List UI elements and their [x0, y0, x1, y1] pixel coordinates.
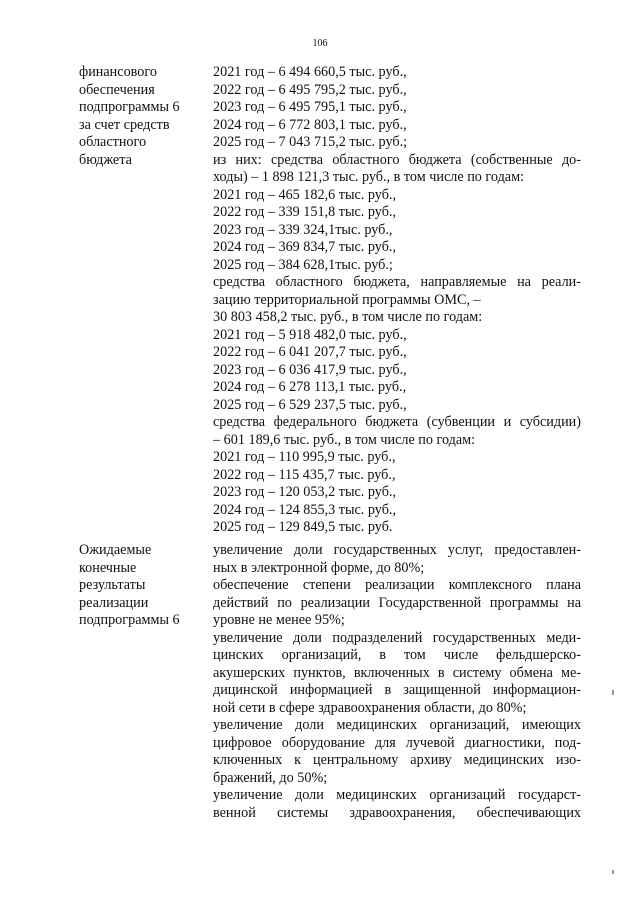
- section1-label: [79, 64, 205, 169]
- label-line: Ожидаемые: [79, 542, 152, 558]
- content-line: 2024 год – 6 772 803,1 тыс. руб.,: [213, 116, 407, 133]
- label-line: финансового: [79, 64, 157, 80]
- content-line: 2023 год – 339 324,1тыс. руб.,: [213, 221, 393, 238]
- content-line: 2025 год – 129 849,5 тыс. руб.: [213, 519, 393, 535]
- label-line: результаты: [79, 577, 146, 593]
- content-line: 2022 год – 6 495 795,2 тыс. руб.,: [213, 81, 407, 98]
- content-line: увеличение доли государственных услуг, предоставлен-: [213, 542, 581, 558]
- content-line: 2023 год – 6 036 417,9 тыс. руб.,: [213, 361, 407, 378]
- content-line: 2021 год – 6 494 660,5 тыс. руб.,: [213, 64, 407, 80]
- content-line: из них: средства областного бюджета (собственные до-: [213, 151, 581, 168]
- content-line: действий по реализации Государственной программы на: [213, 594, 581, 611]
- content-line: 2023 год – 120 053,2 тыс. руб.,: [213, 484, 397, 500]
- label-line: областного: [79, 134, 147, 150]
- content-line: ходы) – 1 898 121,3 тыс. руб., в том числе по годам:: [213, 169, 525, 185]
- content-line: 2024 год – 124 855,3 тыс. руб.,: [213, 501, 397, 518]
- section1-content: [213, 64, 581, 537]
- content-line: 2025 год – 6 529 237,5 тыс. руб.,: [213, 396, 407, 413]
- content-line: средства федерального бюджета (субвенции и субсидии): [213, 414, 581, 430]
- content-line: 2021 год – 110 995,9 тыс. руб.,: [213, 449, 396, 465]
- label-line: подпрограммы 6: [79, 99, 180, 115]
- label-line: реализации: [79, 594, 149, 611]
- content-line: акушерских пунктов, включенных в систему обмена ме-: [213, 664, 581, 681]
- page-number: 106: [312, 38, 328, 49]
- content-line: 2022 год – 115 435,7 тыс. руб.,: [213, 466, 396, 483]
- scan-mark: [612, 690, 614, 695]
- scan-mark: [612, 870, 614, 874]
- content-line: 2022 год – 6 041 207,7 тыс. руб.,: [213, 344, 407, 360]
- label-line: подпрограммы 6: [79, 612, 180, 628]
- content-line: 30 803 458,2 тыс. руб., в том числе по годам:: [213, 309, 483, 325]
- content-line: цифровое оборудование для лучевой диагностики, под-: [213, 734, 581, 751]
- content-line: ной сети в сфере здравоохранения области, до 80%;: [213, 699, 527, 716]
- content-line: зацию территориальной программы ОМС, –: [213, 291, 481, 308]
- label-line: конечные: [79, 559, 137, 576]
- content-line: 2021 год – 465 182,6 тыс. руб.,: [213, 186, 397, 203]
- content-line: средства областного бюджета, направляемые на реали-: [213, 274, 581, 290]
- content-line: 2024 год – 369 834,7 тыс. руб.,: [213, 239, 397, 255]
- content-line: 2021 год – 5 918 482,0 тыс. руб.,: [213, 326, 407, 343]
- content-line: ных в электронной форме, до 80%;: [213, 559, 425, 576]
- label-line: за счет средств: [79, 116, 170, 133]
- content-line: увеличение доли подразделений государственных меди-: [213, 629, 581, 646]
- section2-content: [213, 542, 581, 822]
- content-line: увеличение доли медицинских организаций государст-: [213, 787, 581, 803]
- label-line: бюджета: [79, 151, 132, 168]
- content-line: уровне не менее 95%;: [213, 612, 345, 628]
- content-line: венной системы здравоохранения, обеспечивающих: [213, 804, 581, 821]
- content-line: – 601 189,6 тыс. руб., в том числе по годам:: [213, 431, 476, 448]
- content-line: 2022 год – 339 151,8 тыс. руб.,: [213, 204, 397, 220]
- content-line: 2025 год – 7 043 715,2 тыс. руб.;: [213, 134, 408, 150]
- content-line: увеличение доли медицинских организаций, имеющих: [213, 717, 581, 733]
- content-line: ключенных к центральному архиву медицинских изо-: [213, 752, 581, 768]
- content-line: 2024 год – 6 278 113,1 тыс. руб.,: [213, 379, 407, 395]
- label-line: обеспечения: [79, 81, 155, 98]
- section2-label: [79, 542, 205, 630]
- content-line: бражений, до 50%;: [213, 769, 328, 786]
- content-line: 2023 год – 6 495 795,1 тыс. руб.,: [213, 99, 407, 115]
- content-line: дицинской информацией в защищенной информацион-: [213, 682, 581, 698]
- content-line: обеспечение степени реализации комплексного плана: [213, 577, 581, 593]
- content-line: цинских организаций, в том числе фельдшерско-: [213, 647, 581, 663]
- content-line: 2025 год – 384 628,1тыс. руб.;: [213, 256, 393, 273]
